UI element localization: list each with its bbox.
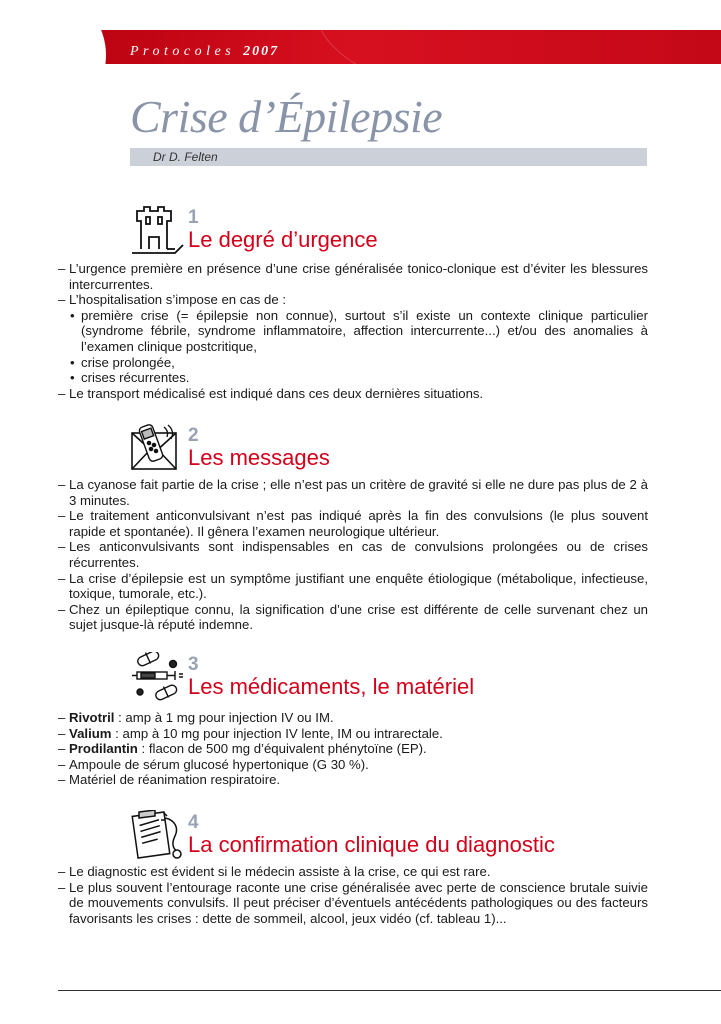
list-item: • première crise (= épilepsie non connue), surtout s’il existe un contexte clinique particulier (syndrome fébrile, syndrome inflammatoire, affection intercurrente...) et/ou des anomalies à l’examen clinique postcritique, <box>58 308 648 355</box>
author-name: Dr D. Felten <box>153 150 218 164</box>
drug-name: Rivotril <box>69 710 115 725</box>
banner-year: 2007 <box>243 44 280 59</box>
list-item: – L’urgence première en présence d’une crise généralisée tonico-clonique est d’éviter les blessures intercurrentes. <box>58 261 648 292</box>
list-item: – Le transport médicalisé est indiqué dans ces deux dernières situations. <box>58 386 648 402</box>
drug-detail: : flacon de 500 mg d’équivalent phénytoïne (EP). <box>137 741 427 757</box>
list-item: – Chez un épileptique connu, la signification d’une crise est différente de celle survenant chez un sujet jusque-là réputé indemne. <box>58 602 648 633</box>
list-item: • crises récurrentes. <box>58 370 648 386</box>
list-item: – Le plus souvent l’entourage raconte une crise généralisée avec perte de conscience brutale suivie de mouvements convulsifs. Il peut préciser d’éventuels antécédents pathologiques ou des facteurs favorisants les crises : dette de sommeil, alcool, jeux vidéo (cf. tableau 1)... <box>58 880 648 927</box>
list-item: – La crise d’épilepsie est un symptôme justifiant une enquête étiologique (métabolique, infectieuse, toxique, tumorale, etc.). <box>58 571 648 602</box>
list-item: – Matériel de réanimation respiratoire. <box>58 772 648 788</box>
list-item: – Ampoule de sérum glucosé hypertonique (G 30 %). <box>58 757 648 773</box>
section-list <box>58 477 648 633</box>
drug-name: Valium <box>69 725 112 741</box>
list-item: • crise prolongée, <box>58 355 648 371</box>
section-list <box>58 261 648 401</box>
section-title: Le degré d’urgence <box>188 227 378 252</box>
section-list <box>58 864 648 926</box>
drug-detail: : amp à 10 mg pour injection IV lente, IM ou intrarectale. <box>111 725 443 741</box>
list-item: – Les anticonvulsivants sont indispensables en cas de convulsions prolongées ou de crises récurrentes. <box>58 539 648 570</box>
footer-divider <box>58 990 721 991</box>
list-item <box>58 710 648 726</box>
section-number: 3 <box>188 654 199 675</box>
hospital-building-icon <box>131 205 185 255</box>
phone-envelope-icon <box>131 423 185 473</box>
drug-name: Prodilantin <box>69 741 138 757</box>
pills-syringe-icon <box>131 652 185 702</box>
section-title: Les médicaments, le matériel <box>188 674 475 699</box>
section-title: La confirmation clinique du diagnostic <box>188 832 555 857</box>
section-title: Les messages <box>188 445 330 470</box>
clipboard-stethoscope-icon <box>131 810 185 860</box>
list-item: – La cyanose fait partie de la crise ; elle n’est pas un critère de gravité si elle ne dure pas plus de 2 à 3 minutes. <box>58 477 648 508</box>
section-number: 4 <box>188 812 199 833</box>
list-item: – Le traitement anticonvulsivant n’est pas indiqué après la fin des convulsions (le plus souvent rapide et spontanée). Il gênera l’examen neurologique ultérieur. <box>58 508 648 539</box>
banner-series: Protocoles <box>130 44 236 59</box>
list-item: – L’hospitalisation s’impose en cas de : <box>58 292 648 308</box>
page-title: Crise d’Épilepsie <box>130 91 443 142</box>
list-item: – Le diagnostic est évident si le médecin assiste à la crise, ce qui est rare. <box>58 864 648 880</box>
banner-label <box>130 44 279 60</box>
list-item <box>58 726 648 742</box>
section-number: 1 <box>188 207 199 228</box>
drug-detail: : amp à 1 mg pour injection IV ou IM. <box>114 710 334 725</box>
list-item <box>58 741 648 757</box>
section-list <box>58 710 648 788</box>
author-bar <box>130 148 647 166</box>
section-number: 2 <box>188 425 199 446</box>
